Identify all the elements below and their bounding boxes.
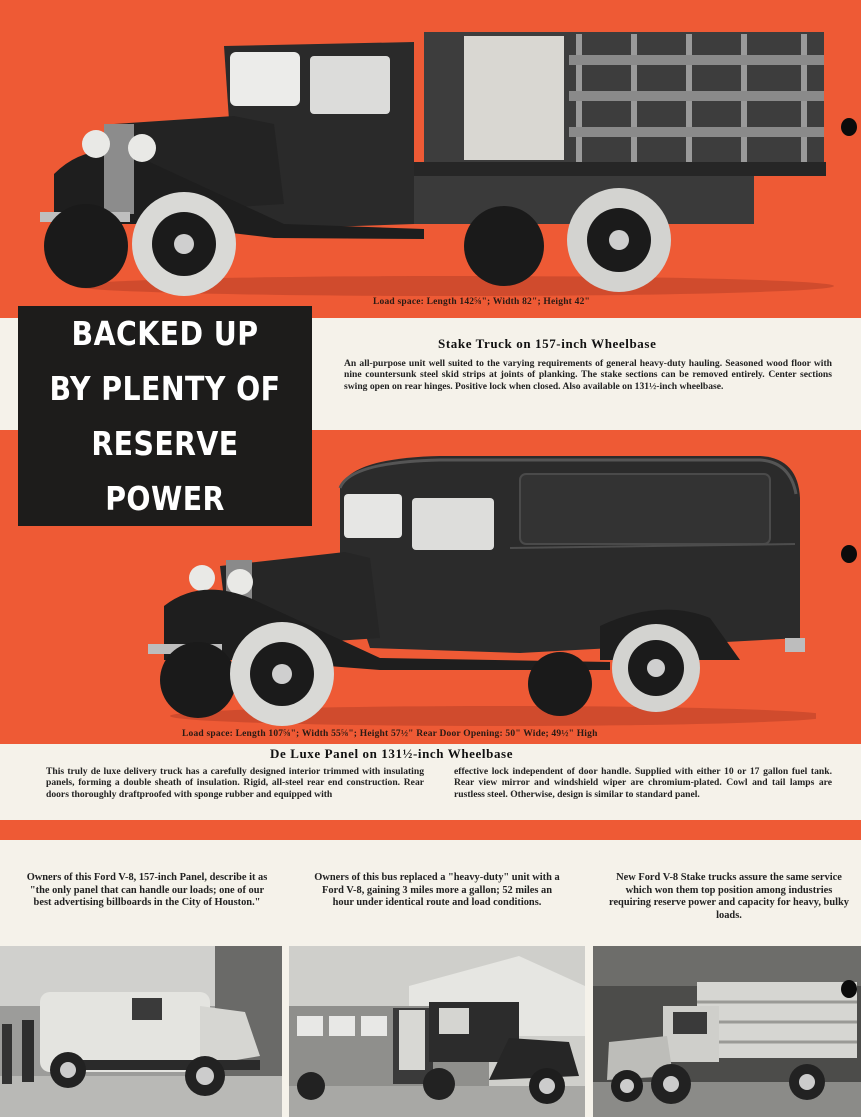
panel-truck-description-right: effective lock independent of door handle. Supplied with either 10 or 17 gallon fuel tank. Rear view mirror and windshield wiper are chromium-plated. Cowl and tail lamps are rustless steel. Otherwise, design is similar to standard panel. — [454, 766, 832, 800]
headline-line-1: BACKED UP — [71, 314, 259, 353]
binder-hole-top — [841, 118, 857, 136]
divider-band — [0, 820, 861, 840]
stake-truck-load-caption: Load space: Length 142⅝"; Width 82"; Height 42" — [373, 297, 590, 307]
photo-stake-truck — [593, 946, 861, 1117]
photo-panel-truck — [0, 946, 282, 1117]
photo-bus — [289, 946, 585, 1117]
stake-truck-title: Stake Truck on 157-inch Wheelbase — [438, 336, 657, 351]
binder-hole-middle — [841, 545, 857, 563]
headline-line-2: BY PLENTY OF — [49, 369, 281, 408]
binder-hole-bottom — [841, 980, 857, 998]
testimonial-bus-text: Owners of this bus replaced a "heavy-duty" unit with a Ford V-8, gaining 3 miles more a gallon; 52 miles an hour under identical route and load conditions. — [314, 872, 560, 909]
panel-truck-load-caption: Load space: Length 107⅝"; Width 55⅝"; Height 57½" Rear Door Opening: 50" Wide; 49½" High — [182, 729, 598, 739]
testimonial-stake-text: New Ford V-8 Stake trucks assure the same service which won them top position among industries requiring reserve power and capacity for heavy, bulky loads. — [609, 872, 849, 921]
stake-truck-image — [34, 24, 834, 300]
panel-truck-title: De Luxe Panel on 131½-inch Wheelbase — [270, 746, 514, 761]
panel-truck-description-left: This truly de luxe delivery truck has a carefully designed interior trimmed with insulating panels, forming a double sheath of insulation. Rigid, all-steel rear end construction. Rear doors thoroughly draftproofed with sponge rubber and equipped with — [46, 766, 424, 800]
headline-line-3: RESERVE POWER — [91, 424, 239, 518]
testimonial-panel-text: Owners of this Ford V-8, 157-inch Panel, describe it as "the only panel that can handle our loads; one of our best advertising billboards in the City of Houston." — [26, 872, 268, 909]
panel-truck-image — [140, 448, 816, 730]
stake-truck-description: An all-purpose unit well suited to the varying requirements of general heavy-duty hauling. Seasoned wood floor with nine countersunk steel skid strips at joints of planking. The stake sections can be removed entirely. Center sections swing open on rear hinges. Positive lock when closed. Also available on 131½-inch wheelbase. — [344, 358, 832, 392]
